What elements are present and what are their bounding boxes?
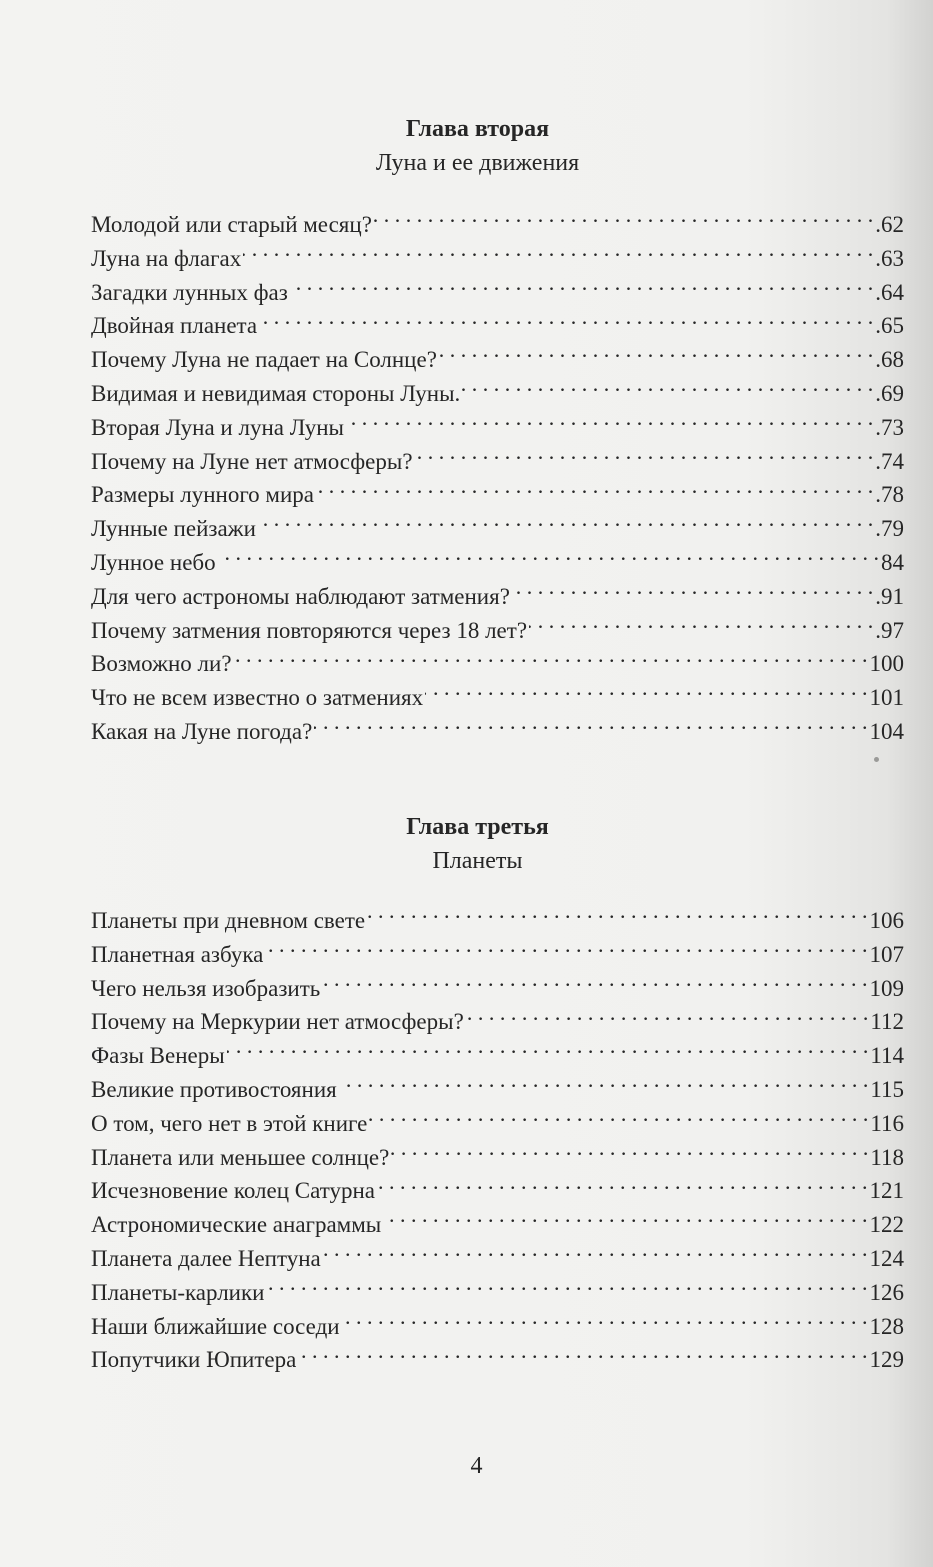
toc-entry-title: О том, чего нет в этой книге <box>91 1110 368 1136</box>
dot-leader <box>462 381 873 401</box>
paper-speck <box>874 757 879 762</box>
toc-entry[interactable] <box>91 938 904 972</box>
dot-leader <box>346 415 873 435</box>
toc-entry-title: Планета или меньшее солнце? <box>91 1144 390 1170</box>
toc-entry[interactable] <box>91 512 904 546</box>
toc-entry-page: 104 <box>869 718 904 744</box>
toc-entry[interactable] <box>91 377 904 411</box>
toc-entry[interactable] <box>91 242 904 276</box>
chapter-title: Глава третья <box>406 814 549 840</box>
toc-entry[interactable] <box>91 1310 904 1344</box>
toc-entry-title: Лунное небо <box>91 549 216 575</box>
page-number: 4 <box>470 1453 483 1479</box>
toc-entry-title: Почему на Меркурии нет атмосферы? <box>91 1009 464 1035</box>
toc-entry[interactable] <box>91 647 904 681</box>
toc-entry-title: Планетная азбука <box>91 941 264 967</box>
chapter-title: Глава вторая <box>405 116 550 142</box>
dot-leader <box>369 1111 868 1131</box>
toc-entry-title: Луна на флагах <box>91 245 242 271</box>
toc-entry[interactable] <box>91 208 904 242</box>
chapter-heading <box>11 810 933 878</box>
toc-entry[interactable] <box>91 1073 904 1107</box>
dot-leader <box>377 1178 868 1198</box>
toc-entry-title: Исчезновение колец Сатурна <box>91 1178 375 1204</box>
toc-entry[interactable] <box>91 1107 904 1141</box>
dot-leader <box>466 1009 869 1029</box>
toc-entry-title: Почему Луна не падает на Солнце? <box>91 347 437 373</box>
toc-entry-page: .65 <box>875 313 904 339</box>
toc-entry-page: .91 <box>875 583 904 609</box>
toc-entry-page: 100 <box>869 651 904 677</box>
toc-entry-title: Лунные пейзажи <box>91 516 256 542</box>
toc-entry[interactable] <box>91 681 904 715</box>
toc-entry[interactable] <box>91 1208 904 1242</box>
toc-entry[interactable] <box>91 546 904 580</box>
toc-entry-page: 124 <box>869 1245 904 1271</box>
dot-leader <box>316 482 873 502</box>
toc-entry[interactable] <box>91 904 904 938</box>
toc-entry-title: Для чего астрономы наблюдают затмения? <box>91 583 510 609</box>
toc-entry-page: .62 <box>875 212 904 237</box>
toc-entry-page: .79 <box>875 516 904 542</box>
dot-leader <box>529 618 873 638</box>
toc-entry[interactable] <box>91 1242 904 1276</box>
chapter-subtitle: Планеты <box>432 848 523 874</box>
dot-leader <box>265 942 867 962</box>
dot-leader <box>314 719 867 739</box>
dot-leader <box>439 347 873 367</box>
chapter-3-section <box>0 810 933 878</box>
toc-entry-page: 84 <box>881 549 904 575</box>
toc-entry-page: 128 <box>869 1313 904 1339</box>
toc-entry-title: Какая на Луне погода? <box>91 718 313 744</box>
chapter-2-section <box>0 112 933 180</box>
toc-entry[interactable] <box>91 445 904 479</box>
toc-entry[interactable] <box>91 343 904 377</box>
toc-entry-page: 112 <box>870 1009 904 1035</box>
dot-leader <box>258 516 873 536</box>
toc-entry-page: 114 <box>870 1043 904 1069</box>
toc-entry-page: .64 <box>875 279 904 305</box>
toc-entry-page: .78 <box>875 482 904 508</box>
toc-entry-title: Фазы Венеры <box>91 1043 225 1069</box>
toc-entry-title: Наши ближайшие соседи <box>91 1313 340 1339</box>
dot-leader <box>391 1145 868 1165</box>
toc-entry-page: 122 <box>869 1212 904 1238</box>
toc-entry-title: Видимая и невидимая стороны Луны. <box>91 380 461 406</box>
toc-entry-title: Вторая Луна и луна Луны <box>91 414 345 440</box>
dot-leader <box>383 1212 867 1232</box>
toc-entry-page: 118 <box>870 1144 904 1170</box>
toc-entry-title: Почему затмения повторяются через 18 лет? <box>91 617 528 643</box>
toc-entry-title: Загадки лунных фаз <box>91 279 288 305</box>
toc-entry-page: .73 <box>875 414 904 440</box>
toc-entry-page: 106 <box>869 908 904 933</box>
toc-entry[interactable] <box>91 1141 904 1175</box>
toc-entry-title: Почему на Луне нет атмосферы? <box>91 448 413 474</box>
toc-entry-title: Планета далее Нептуна <box>91 1245 321 1271</box>
toc-entry-title: Астрономические анаграммы <box>91 1212 382 1238</box>
dot-leader <box>227 1043 869 1063</box>
dot-leader <box>298 1347 867 1367</box>
toc-entry[interactable] <box>91 411 904 445</box>
dot-leader <box>243 246 873 266</box>
dot-leader <box>339 1077 869 1097</box>
toc-entry-title: Великие противостояния <box>91 1076 337 1102</box>
dot-leader <box>512 584 873 604</box>
chapter-3-toc-list <box>91 904 904 1377</box>
toc-entry-title: Молодой или старый месяц? <box>91 212 372 237</box>
dot-leader <box>218 550 879 570</box>
toc-entry-title: Планеты-карлики <box>91 1279 265 1305</box>
toc-entry-page: 121 <box>869 1178 904 1204</box>
toc-entry-title: Что не всем известно о затмениях <box>91 685 424 711</box>
toc-entry[interactable] <box>91 1276 904 1310</box>
toc-entry-page: 129 <box>869 1347 904 1373</box>
toc-entry-page: .69 <box>875 380 904 406</box>
dot-leader <box>322 976 867 996</box>
dot-leader <box>323 1246 868 1266</box>
toc-entry-page: .68 <box>875 347 904 373</box>
dot-leader <box>234 651 868 671</box>
toc-entry-page: 107 <box>869 941 904 967</box>
dot-leader <box>374 212 873 232</box>
dot-leader <box>425 685 867 705</box>
toc-entry-title: Двойная планета <box>91 313 258 339</box>
dot-leader <box>367 908 867 928</box>
toc-entry-title: Возможно ли? <box>91 651 232 677</box>
toc-entry[interactable] <box>91 1039 904 1073</box>
toc-entry-page: .74 <box>875 448 904 474</box>
toc-entry-page: 101 <box>869 685 904 711</box>
toc-entry[interactable] <box>91 972 904 1006</box>
dot-leader <box>342 1314 868 1334</box>
chapter-subtitle: Луна и ее движения <box>375 150 580 176</box>
dot-leader <box>266 1280 867 1300</box>
toc-entry-page: 126 <box>869 1279 904 1305</box>
toc-entry-page: 109 <box>869 975 904 1001</box>
dot-leader <box>415 449 874 469</box>
chapter-heading <box>11 112 933 180</box>
dot-leader <box>290 280 873 300</box>
toc-entry-page: .97 <box>875 617 904 643</box>
toc-entry[interactable] <box>91 1005 904 1039</box>
toc-entry-title: Планеты при дневном свете <box>91 908 366 933</box>
toc-entry[interactable] <box>91 309 904 343</box>
toc-entry-title: Размеры лунного мира <box>91 482 315 508</box>
toc-entry[interactable] <box>91 580 904 614</box>
toc-entry[interactable] <box>91 1343 904 1377</box>
toc-entry-title: Попутчики Юпитера <box>91 1347 297 1373</box>
chapter-2-toc-list <box>91 208 904 749</box>
toc-entry[interactable] <box>91 478 904 512</box>
toc-entry[interactable] <box>91 614 904 648</box>
toc-entry-title: Чего нельзя изобразить <box>91 975 321 1001</box>
toc-entry[interactable] <box>91 715 904 749</box>
toc-entry-page: .63 <box>875 245 904 271</box>
toc-entry-page: 116 <box>870 1110 904 1136</box>
dot-leader <box>259 313 873 333</box>
toc-entry-page: 115 <box>870 1076 904 1102</box>
toc-entry[interactable] <box>91 276 904 310</box>
toc-entry[interactable] <box>91 1174 904 1208</box>
